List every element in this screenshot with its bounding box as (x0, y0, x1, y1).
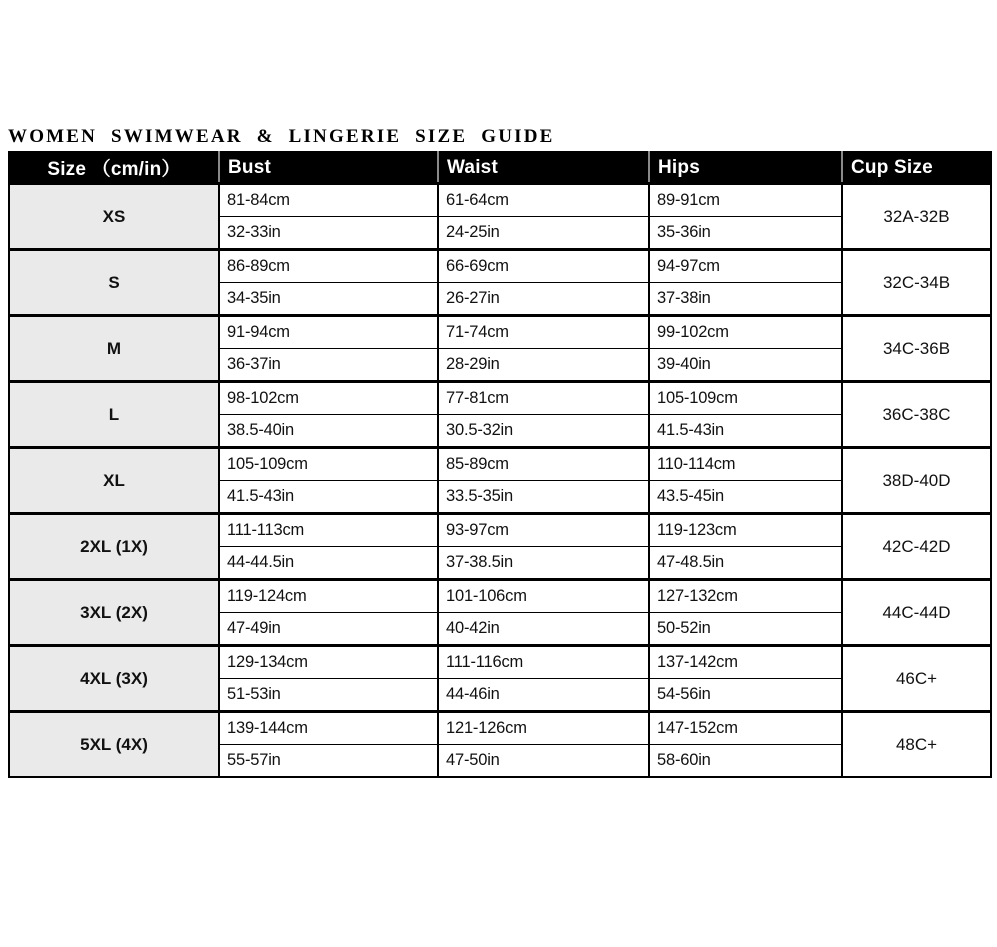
bust-cm-cell: 139-144cm (219, 712, 438, 745)
waist-cm-cell: 61-64cm (438, 184, 649, 217)
cup-size-cell: 46C+ (842, 646, 991, 712)
bust-in-cell: 34-35in (219, 283, 438, 316)
hips-in-cell: 37-38in (649, 283, 842, 316)
table-row (9, 514, 991, 547)
size-cell: 3XL (2X) (9, 580, 219, 646)
hips-cm-cell: 99-102cm (649, 316, 842, 349)
waist-in-cell: 28-29in (438, 349, 649, 382)
size-cell: XS (9, 184, 219, 250)
bust-in-cell: 41.5-43in (219, 481, 438, 514)
hips-cm-cell: 89-91cm (649, 184, 842, 217)
size-cell: XL (9, 448, 219, 514)
table-row (9, 184, 991, 217)
bust-in-cell: 36-37in (219, 349, 438, 382)
bust-cm-cell: 119-124cm (219, 580, 438, 613)
hips-cm-cell: 147-152cm (649, 712, 842, 745)
size-block-xs (9, 184, 991, 250)
hips-cm-cell: 105-109cm (649, 382, 842, 415)
bust-in-cell: 32-33in (219, 217, 438, 250)
table-header-row (9, 152, 991, 184)
bust-cm-cell: 81-84cm (219, 184, 438, 217)
bust-cm-cell: 129-134cm (219, 646, 438, 679)
bust-cm-cell: 111-113cm (219, 514, 438, 547)
waist-cm-cell: 77-81cm (438, 382, 649, 415)
hips-in-cell: 58-60in (649, 745, 842, 778)
cup-size-cell: 38D-40D (842, 448, 991, 514)
waist-cm-cell: 101-106cm (438, 580, 649, 613)
size-block-xl (9, 448, 991, 514)
bust-cm-cell: 86-89cm (219, 250, 438, 283)
cup-size-cell: 44C-44D (842, 580, 991, 646)
column-header-bust: Bust (219, 152, 438, 184)
hips-in-cell: 41.5-43in (649, 415, 842, 448)
bust-in-cell: 51-53in (219, 679, 438, 712)
cup-size-cell: 34C-36B (842, 316, 991, 382)
size-block-4xl (9, 646, 991, 712)
cup-size-cell: 32A-32B (842, 184, 991, 250)
waist-cm-cell: 111-116cm (438, 646, 649, 679)
hips-cm-cell: 94-97cm (649, 250, 842, 283)
table-row (9, 580, 991, 613)
size-guide-table (8, 151, 992, 778)
hips-in-cell: 54-56in (649, 679, 842, 712)
size-cell: 4XL (3X) (9, 646, 219, 712)
waist-in-cell: 44-46in (438, 679, 649, 712)
column-header-waist: Waist (438, 152, 649, 184)
cup-size-cell: 36C-38C (842, 382, 991, 448)
waist-in-cell: 33.5-35in (438, 481, 649, 514)
waist-in-cell: 24-25in (438, 217, 649, 250)
waist-in-cell: 30.5-32in (438, 415, 649, 448)
waist-in-cell: 40-42in (438, 613, 649, 646)
bust-cm-cell: 105-109cm (219, 448, 438, 481)
bust-cm-cell: 98-102cm (219, 382, 438, 415)
size-cell: 5XL (4X) (9, 712, 219, 778)
hips-in-cell: 39-40in (649, 349, 842, 382)
table-row (9, 448, 991, 481)
hips-in-cell: 47-48.5in (649, 547, 842, 580)
cup-size-cell: 32C-34B (842, 250, 991, 316)
waist-cm-cell: 85-89cm (438, 448, 649, 481)
bust-in-cell: 47-49in (219, 613, 438, 646)
hips-in-cell: 35-36in (649, 217, 842, 250)
bust-in-cell: 44-44.5in (219, 547, 438, 580)
table-row (9, 646, 991, 679)
table-row (9, 712, 991, 745)
waist-cm-cell: 93-97cm (438, 514, 649, 547)
bust-in-cell: 55-57in (219, 745, 438, 778)
column-header-hips: Hips (649, 152, 842, 184)
column-header-cup-size: Cup Size (842, 152, 991, 184)
page-title: WOMEN SWIMWEAR & LINGERIE SIZE GUIDE (8, 126, 555, 147)
waist-in-cell: 26-27in (438, 283, 649, 316)
size-block-3xl (9, 580, 991, 646)
hips-cm-cell: 137-142cm (649, 646, 842, 679)
table-row (9, 316, 991, 349)
hips-cm-cell: 127-132cm (649, 580, 842, 613)
size-cell: S (9, 250, 219, 316)
waist-in-cell: 47-50in (438, 745, 649, 778)
size-block-l (9, 382, 991, 448)
table-row (9, 250, 991, 283)
bust-cm-cell: 91-94cm (219, 316, 438, 349)
size-block-s (9, 250, 991, 316)
waist-cm-cell: 71-74cm (438, 316, 649, 349)
hips-cm-cell: 119-123cm (649, 514, 842, 547)
table-row (9, 382, 991, 415)
size-block-2xl (9, 514, 991, 580)
size-block-5xl (9, 712, 991, 778)
hips-cm-cell: 110-114cm (649, 448, 842, 481)
cup-size-cell: 42C-42D (842, 514, 991, 580)
cup-size-cell: 48C+ (842, 712, 991, 778)
waist-cm-cell: 66-69cm (438, 250, 649, 283)
waist-in-cell: 37-38.5in (438, 547, 649, 580)
hips-in-cell: 43.5-45in (649, 481, 842, 514)
size-cell: 2XL (1X) (9, 514, 219, 580)
waist-cm-cell: 121-126cm (438, 712, 649, 745)
size-cell: L (9, 382, 219, 448)
size-cell: M (9, 316, 219, 382)
bust-in-cell: 38.5-40in (219, 415, 438, 448)
hips-in-cell: 50-52in (649, 613, 842, 646)
column-header-size: Size （cm/in） (9, 152, 219, 184)
size-block-m (9, 316, 991, 382)
